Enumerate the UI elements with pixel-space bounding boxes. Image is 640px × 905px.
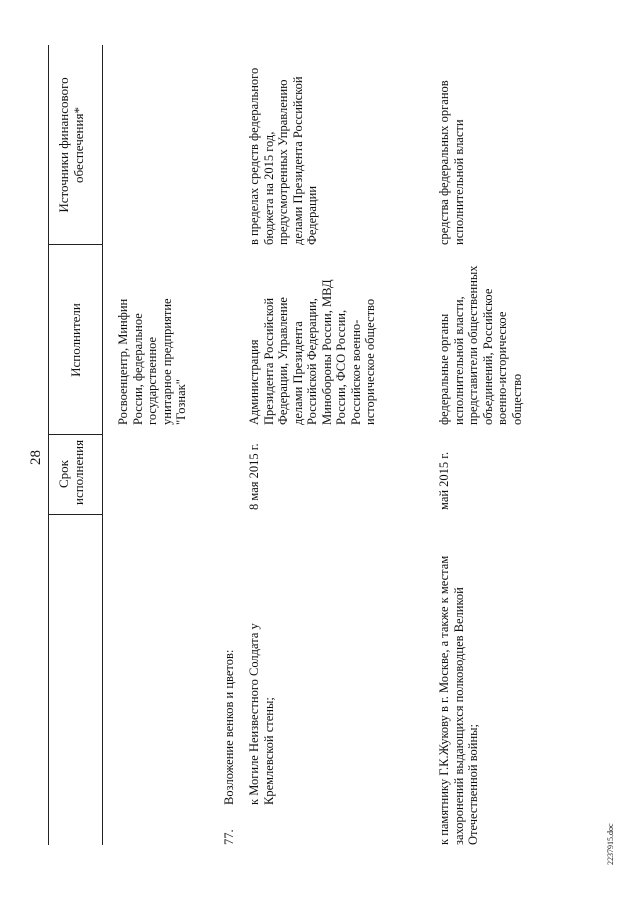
header-top-rule	[48, 45, 49, 845]
row1-event: к Могиле Неизвестного Солдата у Кремлевской стены;	[247, 623, 276, 805]
column-separator-3	[48, 244, 102, 245]
header-deadline: Срок исполнения	[56, 439, 86, 505]
row1-funding: в пределах средств федерального бюджета на 2015 год, предусмотренных Управлению делами Президента Российской Федерации	[247, 67, 319, 245]
item-title: Возложение венков и цветов:	[222, 649, 236, 805]
row2-event: к памятнику Г.К.Жукову в г. Москве, а также к местам захоронений выдающихся полководцев Великой Отечественной войны;	[437, 555, 480, 845]
footer-doc-code: 2237915.doc	[606, 823, 615, 865]
page-number: 28	[28, 450, 44, 465]
header-executors: Исполнители	[68, 303, 83, 377]
column-separator-1	[48, 514, 102, 515]
continuation-executors: Росвоенцентр, Минфин России, федеральное государственное унитарное предприятие "Гознак"	[116, 298, 188, 425]
header-funding: Источники финансового обеспечения*	[56, 77, 86, 213]
item-number: 77.	[222, 829, 236, 845]
row2-funding: средства федеральных органов исполнительной власти	[437, 80, 466, 245]
column-separator-2	[48, 434, 102, 435]
row2-deadline: май 2015 г.	[437, 451, 451, 510]
row2-executors: федеральные органы исполнительной власти, представители общественных объединений, Российское военно-историческое общество	[437, 265, 524, 425]
header-bottom-rule	[102, 45, 103, 845]
row1-deadline: 8 мая 2015 г.	[247, 443, 261, 510]
row1-executors: Администрация Президента Российской Федерации, Управление делами Президента Российской Федерации, Минобороны России, МВД России, ФСО России, Российское военно-историческое общество	[247, 279, 377, 425]
